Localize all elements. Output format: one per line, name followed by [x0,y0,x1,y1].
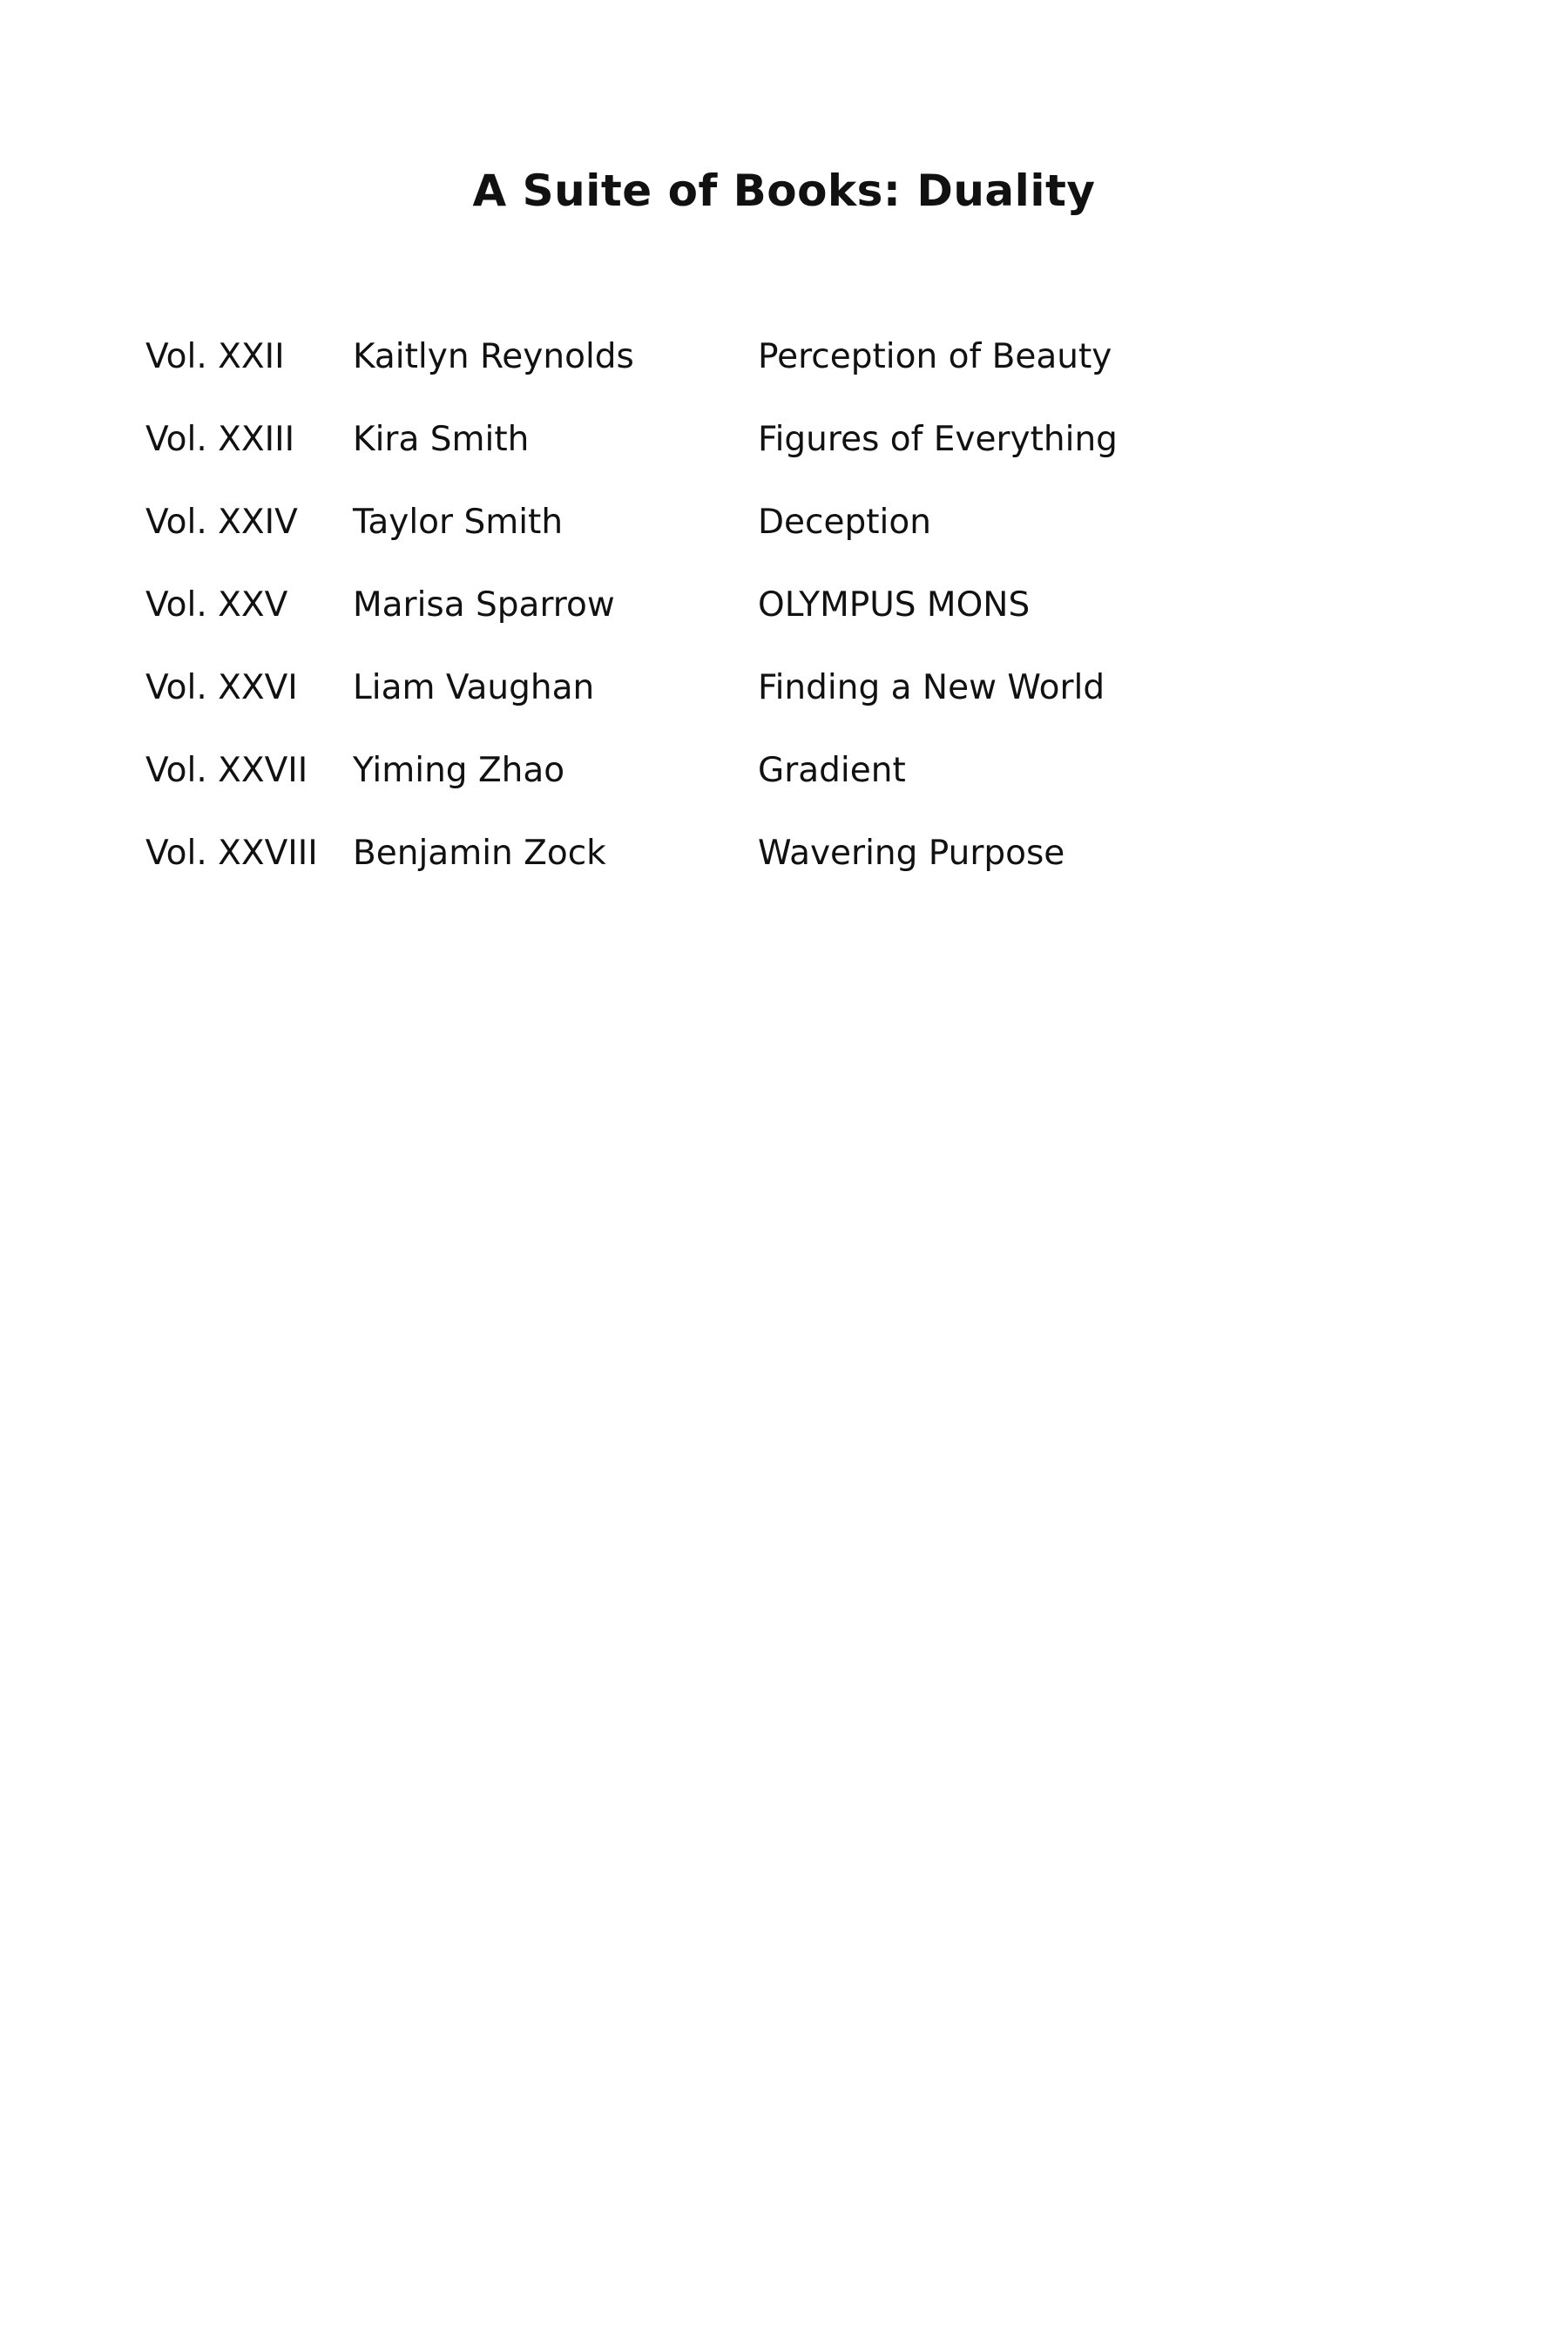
list-item [145,497,1365,579]
author-name: Taylor Smith [353,503,564,542]
volume-number: Vol. XXV [145,585,288,625]
book-title: Wavering Purpose [758,834,1065,873]
volume-number: Vol. XXVIII [145,834,318,873]
book-title: Figures of Everything [758,420,1118,459]
list-item [145,745,1365,828]
volume-number: Vol. XXIV [145,503,298,542]
author-name: Liam Vaughan [353,668,595,707]
author-name: Kira Smith [353,420,530,459]
volume-number: Vol. XXVII [145,751,308,790]
list-item [145,579,1365,662]
volume-number: Vol. XXII [145,337,285,376]
volume-number: Vol. XXVI [145,668,298,707]
book-title: Finding a New World [758,668,1105,707]
page-title: A Suite of Books: Duality [472,165,1096,216]
list-item [145,828,1365,910]
author-name: Marisa Sparrow [353,585,615,625]
list-item [145,414,1365,497]
book-title: Deception [758,503,931,542]
book-title: Perception of Beauty [758,337,1112,376]
author-name: Benjamin Zock [353,834,606,873]
volume-number: Vol. XXIII [145,420,295,459]
author-name: Kaitlyn Reynolds [353,337,634,376]
book-title: Gradient [758,751,906,790]
author-name: Yiming Zhao [353,751,565,790]
list-item [145,331,1365,414]
list-item [145,662,1365,745]
book-title: OLYMPUS MONS [758,585,1031,625]
volume-list [145,331,1365,910]
